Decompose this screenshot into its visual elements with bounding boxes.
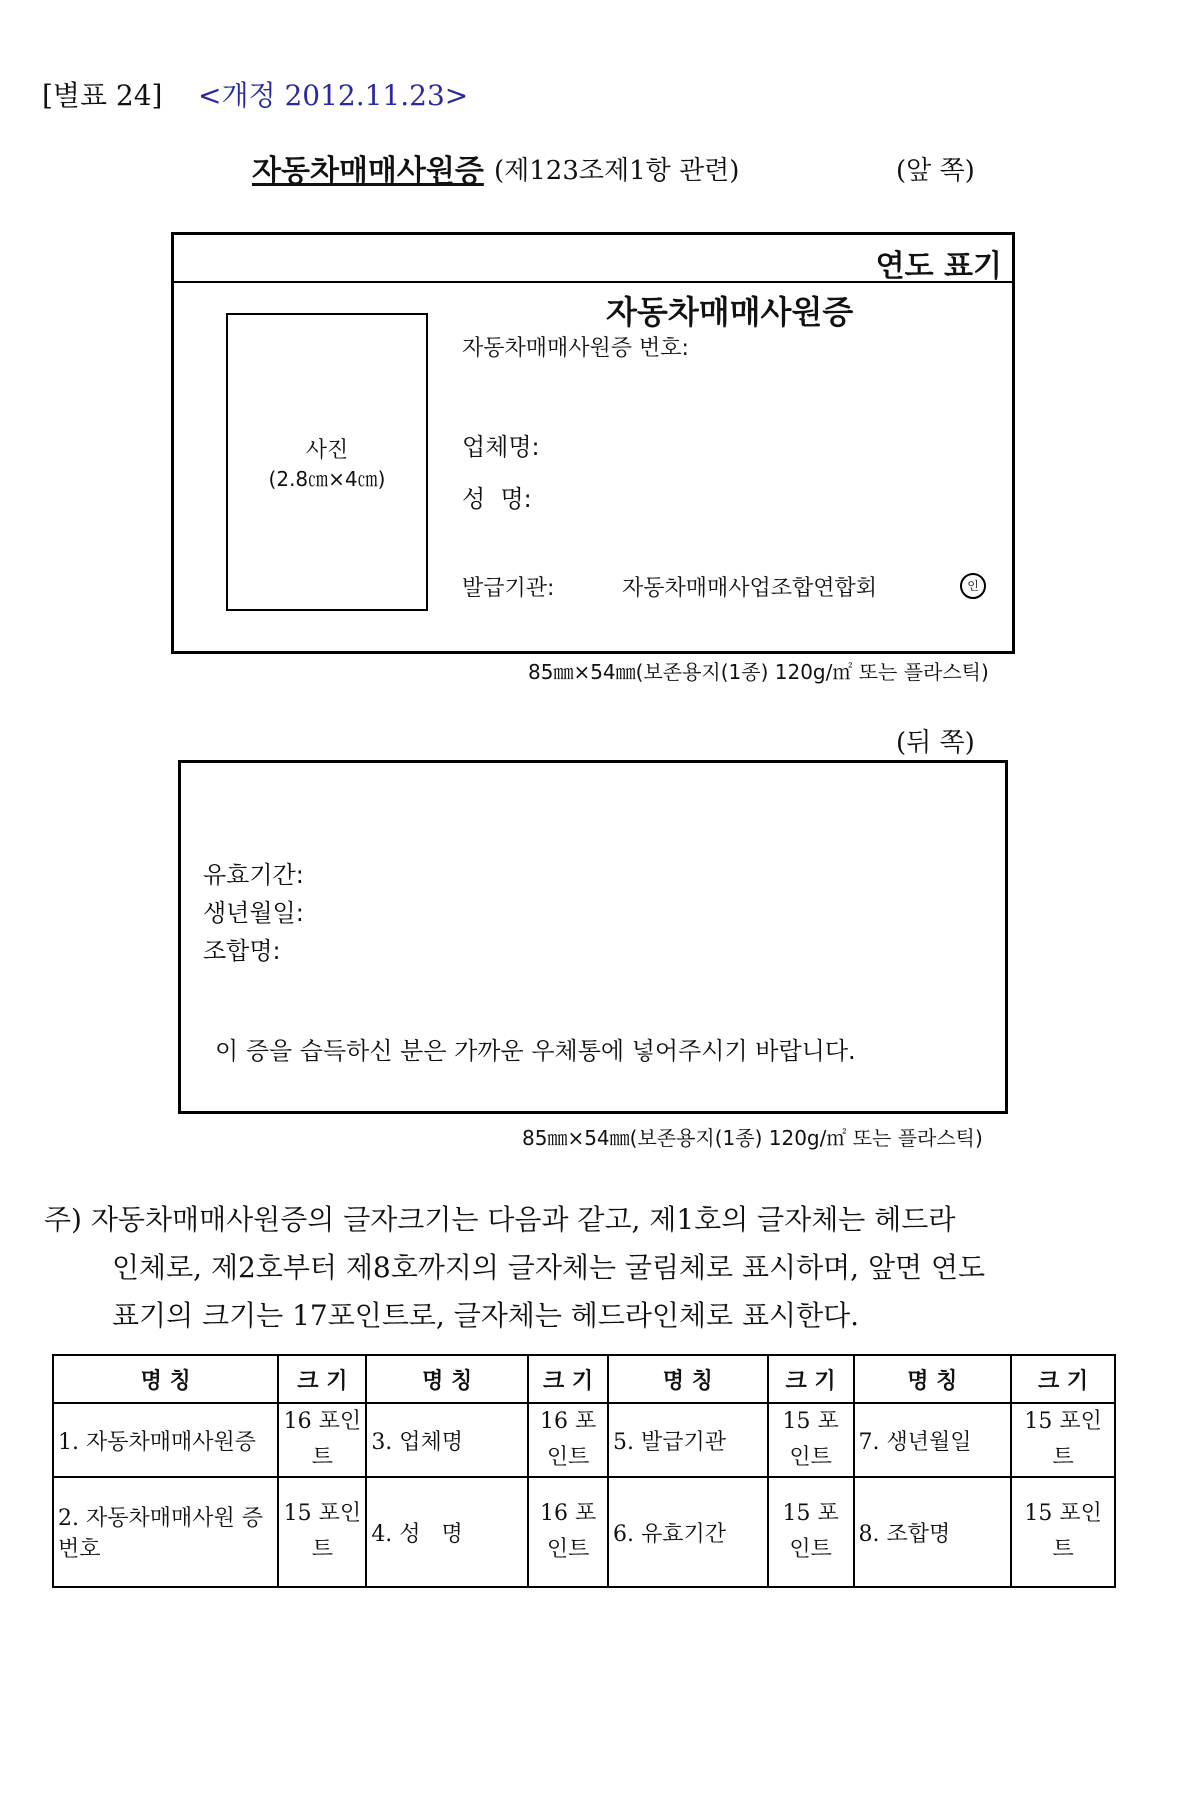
name-label: 성 명: <box>462 485 532 513</box>
table-cell: 7. 생년월일 <box>854 1403 1012 1477</box>
title-reference: (제123조제1항 관련) <box>494 156 740 186</box>
lost-card-notice: 이 증을 습득하신 분은 가까운 우체통에 넣어주시기 바랍니다. <box>215 1037 856 1065</box>
table-cell: 8. 조합명 <box>854 1477 1012 1587</box>
table-header-row <box>53 1355 1115 1403</box>
photo-size: (2.8㎝×4㎝) <box>268 467 386 491</box>
note-line: 표기의 크기는 17포인트로, 글자체는 헤드라인체로 표시한다. <box>112 1299 860 1332</box>
photo-label: 사진 <box>305 438 349 463</box>
table-cell: 15 포인트 <box>768 1403 854 1477</box>
card-front <box>171 232 1015 654</box>
column-header: 명 칭 <box>366 1355 528 1403</box>
table-cell: 15 포인트 <box>1011 1477 1115 1587</box>
table-cell: 15 포인트 <box>768 1477 854 1587</box>
front-side-label: (앞 쪽) <box>896 156 975 186</box>
header-divider <box>174 281 1012 283</box>
table-row <box>53 1403 1115 1477</box>
table-row <box>53 1477 1115 1587</box>
table-cell: 2. 자동차매매사원 증 번호 <box>53 1477 278 1587</box>
table-cell: 3. 업체명 <box>366 1403 528 1477</box>
column-header: 크 기 <box>278 1355 366 1403</box>
note-line: 주) 자동차매매사원증의 글자크기는 다음과 같고, 제1호의 글자체는 헤드라 <box>44 1203 956 1236</box>
note-line: 인체로, 제2호부터 제8호까지의 글자체는 굴림체로 표시하며, 앞면 연도 <box>112 1251 986 1284</box>
valid-period-label: 유효기간: <box>203 861 304 889</box>
column-header: 명 칭 <box>608 1355 768 1403</box>
column-header: 명 칭 <box>53 1355 278 1403</box>
table-cell: 16 포인트 <box>528 1477 608 1587</box>
table-cell: 15 포인트 <box>278 1477 366 1587</box>
birthdate-label: 생년월일: <box>203 899 304 927</box>
column-header: 명 칭 <box>854 1355 1012 1403</box>
appendix-label: [별표 24] <box>42 79 163 112</box>
table-cell: 4. 성 명 <box>366 1477 528 1587</box>
card-number-label: 자동차매매사원증 번호: <box>462 336 689 361</box>
column-header: 크 기 <box>528 1355 608 1403</box>
table-cell: 1. 자동차매매사원증 <box>53 1403 278 1477</box>
table-cell: 15 포인트 <box>1011 1403 1115 1477</box>
revision-date: <개정 2012.11.23> <box>198 79 469 112</box>
year-mark: 연도 표기 <box>875 249 1002 284</box>
table-cell: 6. 유효기간 <box>608 1477 768 1587</box>
issuer-label: 발급기관: <box>462 576 555 601</box>
back-card-spec: 85㎜×54㎜(보존용지(1종) 120g/㎡ 또는 플라스틱) <box>522 1126 983 1150</box>
seal-icon: 인 <box>960 573 986 599</box>
company-label: 업체명: <box>462 433 540 461</box>
page-title: 자동차매매사원증 <box>252 154 484 189</box>
column-header: 크 기 <box>768 1355 854 1403</box>
back-side-label: (뒤 쪽) <box>896 728 975 758</box>
front-card-spec: 85㎜×54㎜(보존용지(1종) 120g/㎡ 또는 플라스틱) <box>528 660 989 684</box>
photo-placeholder <box>226 313 428 611</box>
union-label: 조합명: <box>203 937 281 965</box>
column-header: 크 기 <box>1011 1355 1115 1403</box>
issuer-value: 자동차매매사업조합연합회 <box>622 576 878 601</box>
card-back <box>178 760 1008 1114</box>
table-cell: 16 포인트 <box>278 1403 366 1477</box>
card-title: 자동차매매사원증 <box>606 293 854 331</box>
note-paragraph <box>44 1196 1154 1340</box>
table-cell: 5. 발급기관 <box>608 1403 768 1477</box>
font-size-table <box>52 1354 1116 1588</box>
table-cell: 16 포인트 <box>528 1403 608 1477</box>
